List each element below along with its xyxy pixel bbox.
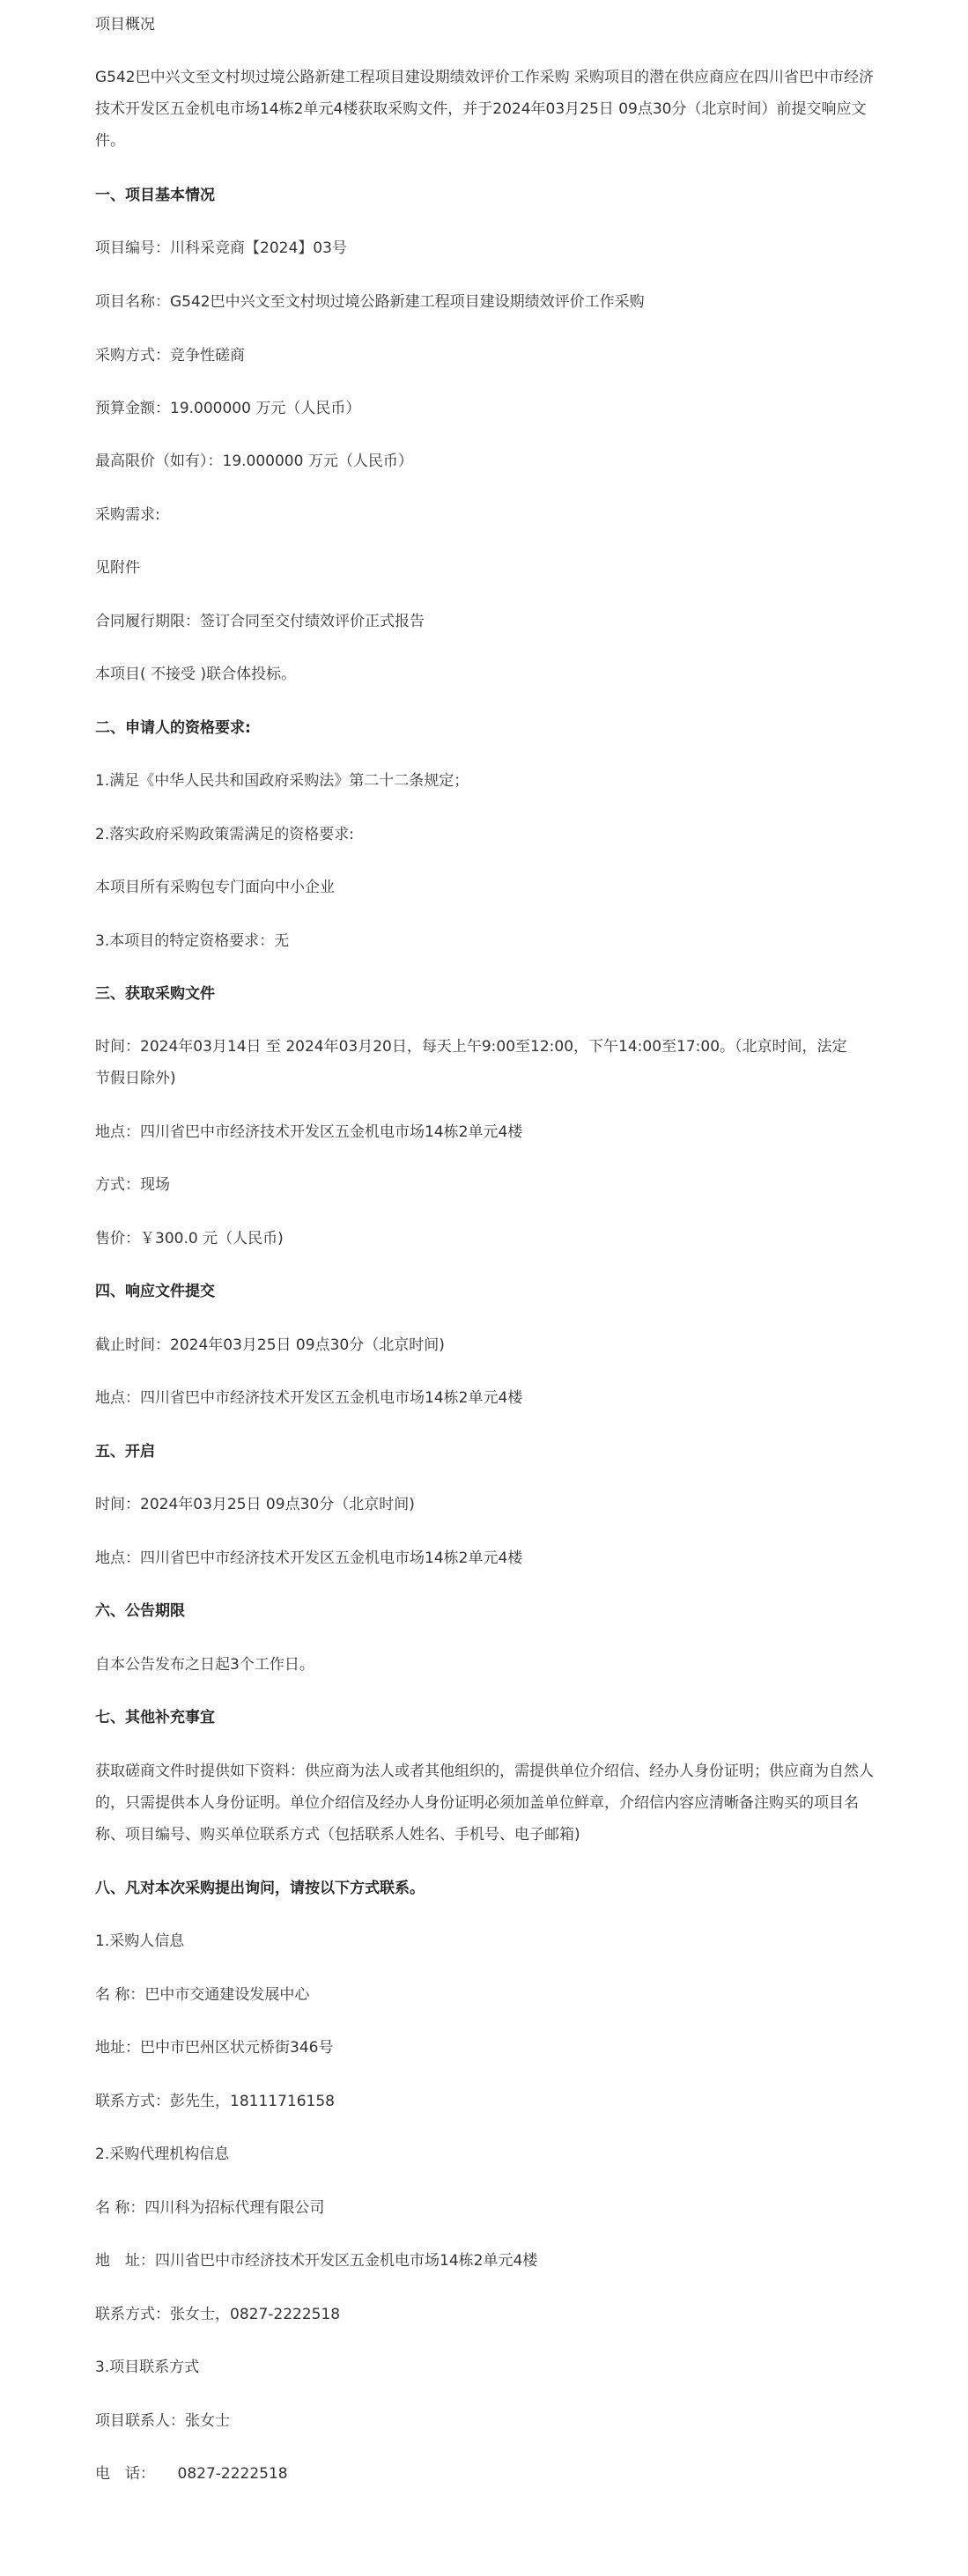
agency-info-title: 2.采购代理机构信息 xyxy=(95,2145,230,2163)
opening-time: 时间：2024年03月25日 09点30分（北京时间) xyxy=(95,1496,415,1513)
supplementary-text: 获取磋商文件时提供如下资料：供应商为法人或者其他组织的，需提供单位介绍信、经办人身份证明；供应商为自然人的，只需提供本人身份证明。单位介绍信及经办人身份证明必须加盖单位鲜章，介绍信内容应清晰备注购买的项目名称、项目编号、购买单位联系方式（包括联系人姓名、手机号、电子邮箱) xyxy=(95,1763,874,1844)
buyer-address: 地址：巴中市巴州区状元桥街346号 xyxy=(95,2039,334,2057)
max-price: 最高限价（如有）：19.000000 万元（人民币） xyxy=(95,453,413,470)
demand-value: 见附件 xyxy=(95,559,140,577)
section-4-heading: 四、响应文件提交 xyxy=(95,1283,215,1300)
submission-deadline: 截止时间：2024年03月25日 09点30分（北京时间) xyxy=(95,1336,445,1354)
section-3-heading: 三、获取采购文件 xyxy=(95,985,215,1003)
budget-amount: 预算金额：19.000000 万元（人民币） xyxy=(95,400,361,417)
get-docs-price: 售价：￥300.0 元（人民币) xyxy=(95,1230,284,1248)
submission-place: 地点：四川省巴中市经济技术开发区五金机电市场14栋2单元4楼 xyxy=(95,1389,523,1407)
get-docs-place: 地点：四川省巴中市经济技术开发区五金机电市场14栋2单元4楼 xyxy=(95,1123,523,1141)
agency-contact: 联系方式：张女士，0827-2222518 xyxy=(95,2306,341,2323)
overview-title: 项目概况 xyxy=(95,16,155,33)
notice-period: 自本公告发布之日起3个工作日。 xyxy=(95,1656,314,1674)
opening-place: 地点：四川省巴中市经济技术开发区五金机电市场14栋2单元4楼 xyxy=(95,1549,523,1567)
agency-address: 地 址：四川省巴中市经济技术开发区五金机电市场14栋2单元4楼 xyxy=(95,2252,538,2270)
requirement-3: 3.本项目的特定资格要求：无 xyxy=(95,932,290,950)
section-6-heading: 六、公告期限 xyxy=(95,1602,185,1620)
buyer-info-title: 1.采购人信息 xyxy=(95,1932,185,1950)
section-5-heading: 五、开启 xyxy=(95,1443,155,1461)
project-phone: 电 话： 0827-2222518 xyxy=(95,2465,288,2483)
section-1-heading: 一、项目基本情况 xyxy=(95,187,215,204)
overview-text: G542巴中兴文至文村坝过境公路新建工程项目建设期绩效评价工作采购 采购项目的潜在供应商应在四川省巴中市经济技术开发区五金机电市场14栋2单元4楼获取采购文件，并于2024年03月25日 09点30分（北京时间）前提交响应文件。 xyxy=(95,69,875,150)
procurement-method: 采购方式：竞争性磋商 xyxy=(95,347,245,364)
contract-period: 合同履行期限：签订合同至交付绩效评价正式报告 xyxy=(95,613,425,630)
requirement-2-detail: 本项目所有采购包专门面向中小企业 xyxy=(95,879,335,896)
get-docs-time-line-2: 节假日除外) xyxy=(95,1070,176,1087)
consortium-note: 本项目( 不接受 )联合体投标。 xyxy=(95,666,297,683)
project-contact-title: 3.项目联系方式 xyxy=(95,2359,200,2376)
agency-name: 名 称：四川科为招标代理有限公司 xyxy=(95,2199,325,2217)
get-docs-mode: 方式：现场 xyxy=(95,1176,170,1194)
demand-label: 采购需求: xyxy=(95,506,160,524)
get-docs-time-line-1: 时间：2024年03月14日 至 2024年03月20日，每天上午9:00至12:00，下午14:00至17:00。（北京时间，法定 xyxy=(95,1038,847,1056)
buyer-name: 名 称：巴中市交通建设发展中心 xyxy=(95,1986,310,2004)
project-contact-person: 项目联系人：张女士 xyxy=(95,2412,230,2430)
project-name: 项目名称：G542巴中兴文至文村坝过境公路新建工程项目建设期绩效评价工作采购 xyxy=(95,293,645,311)
requirement-1: 1.满足《中华人民共和国政府采购法》第二十二条规定； xyxy=(95,772,469,790)
section-8-heading: 八、凡对本次采购提出询问，请按以下方式联系。 xyxy=(95,1880,425,1897)
requirement-2: 2.落实政府采购政策需满足的资格要求: xyxy=(95,826,354,843)
buyer-contact: 联系方式：彭先生，18111716158 xyxy=(95,2093,335,2110)
section-7-heading: 七、其他补充事宜 xyxy=(95,1709,215,1726)
section-2-heading: 二、申请人的资格要求: xyxy=(95,719,251,737)
project-number: 项目编号：川科采竞商【2024】03号 xyxy=(95,239,347,257)
